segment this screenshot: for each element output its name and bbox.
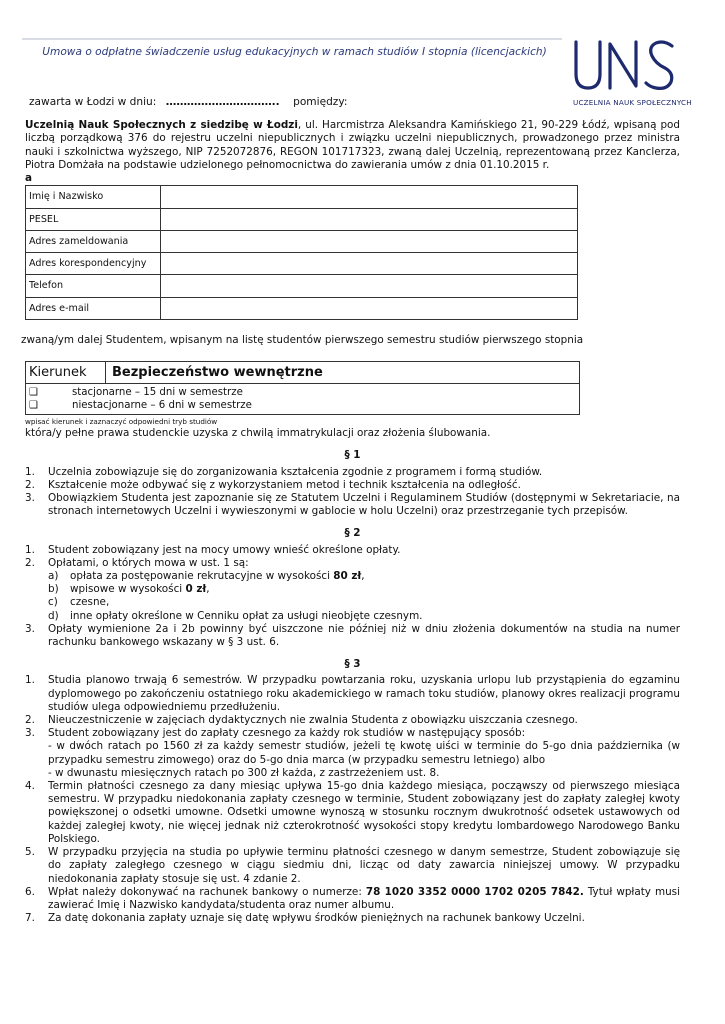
item-text: Obowiązkiem Studenta jest zapoznanie się ze Statutem Uczelni i Regulaminem Studiów (dostępnymi w Sekretariacie, na stronach internetowych Uczelni i wywieszonymi w gablocie w holu Uczelni) oraz przestrzeganie tych przepisów. xyxy=(48,492,680,518)
item-number: 7. xyxy=(25,912,35,925)
list-item xyxy=(25,846,680,886)
table-row xyxy=(26,253,578,275)
sub-letter: a) xyxy=(48,570,59,583)
item-number: 3. xyxy=(25,727,35,740)
field-instruction-note: wpisać kierunek i zaznaczyć odpowiedni tryb studiów xyxy=(25,417,218,427)
list-item xyxy=(25,780,680,846)
item-text: Kształcenie może odbywać się z wykorzystaniem metod i technik kształcenia na odległość. xyxy=(48,478,521,491)
university-intro xyxy=(25,119,680,172)
table-row xyxy=(26,208,578,230)
sub-item xyxy=(48,570,680,583)
row-value-field[interactable] xyxy=(161,297,578,319)
field-of-study-value: Bezpieczeństwo wewnętrzne xyxy=(112,365,323,381)
sub-letter: d) xyxy=(48,609,59,622)
contract-date-row xyxy=(29,96,680,109)
list-item xyxy=(25,492,680,518)
university-details: , ul. Harcmistrza Aleksandra Kamińskiego 21, 90-229 Łódź, wpisaną pod liczbą porządkową 376 do rejestru uczelni niepublicznych i związku uczelni niepublicznych, prowadzonego przez ministra nauki i szkolnictwa wyższego, NIP 7252072876, REGON 101717323, zwaną dalej Uczelnią, reprezentowaną przez Kanclerza, Piotra Domżała na podstawie udzielonego pełnomocnictwa do zawierania umów z dnia 01.10.2015 r. xyxy=(25,119,681,171)
document-body xyxy=(21,96,681,925)
option-label: niestacjonarne – 6 dni w semestrze xyxy=(72,400,252,412)
row-value-field[interactable] xyxy=(161,208,578,230)
section-1-list xyxy=(25,465,680,519)
row-value-field[interactable] xyxy=(161,253,578,275)
row-label: Adres korespondencyjny xyxy=(26,253,161,275)
item-text: Student zobowiązany jest na mocy umowy wnieść określone opłaty. xyxy=(48,543,401,556)
student-designation: zwaną/ym dalej Studentem, wpisanym na listę studentów pierwszego semestru studiów pierwszego stopnia xyxy=(21,334,584,346)
date-prefix: zawarta w Łodzi w dniu: xyxy=(29,96,157,108)
logo-subtitle: UCZELNIA NAUK SPOŁECZNYCH xyxy=(573,98,692,107)
sub-text: wpisowe w wysokości xyxy=(70,583,183,596)
item-text: Opłaty wymienione 2a i 2b powinny być uiszczone nie później niż w dniu złożenia dokumentów na studia na numer rachunku bankowego wskazany w § 3 ust. 6. xyxy=(48,622,680,649)
table-row xyxy=(26,186,578,208)
list-item xyxy=(25,714,680,727)
checkbox-icon[interactable]: ❑ xyxy=(29,400,38,412)
item-number: 3. xyxy=(25,492,35,505)
date-suffix: pomiędzy: xyxy=(293,96,348,108)
item-text: Wpłat należy dokonywać na rachunek bankowy o numerze: xyxy=(48,885,362,898)
list-item xyxy=(25,556,680,623)
item-number: 1. xyxy=(25,465,35,478)
table-row xyxy=(26,230,578,252)
row-label: Imię i Nazwisko xyxy=(26,186,161,208)
sub-item xyxy=(48,583,680,596)
sub-letter: b) xyxy=(48,583,59,596)
table-row xyxy=(26,297,578,319)
list-item xyxy=(25,674,680,714)
list-item xyxy=(25,478,680,492)
fee-amount: 80 zł xyxy=(333,570,362,583)
field-of-study-label: Kierunek xyxy=(26,362,106,383)
row-label: PESEL xyxy=(26,208,161,230)
header-rule xyxy=(22,38,562,40)
item-text-end: Tytuł wpłaty musi zawierać Imię i Nazwisko kandydata/studenta oraz numer albumu. xyxy=(48,885,680,911)
sub-text-end: , xyxy=(206,583,210,596)
field-of-study-box xyxy=(25,361,580,415)
item-text: Student zobowiązany jest do zapłaty czesnego za każdy rok studiów w następujący sposób: xyxy=(48,727,526,740)
item-text: Termin płatności czesnego za dany miesiąc upływa 15-go dnia każdego miesiąca, począwszy od pierwszego miesiąca semestru. W przypadku niedokonania zapłaty czesnego w terminie, Student zobowiązany jest do zapłaty zaległej kwoty powiększonej o odsetki umowne. Odsetki umowne wynoszą w stosunku rocznym dwukrotność odsetek ustawowych od każdej zaległej kwoty, nie więcej jednak niż czterokrotność wysokości stopy kredytu lombardowego Narodowego Banku Polskiego. xyxy=(48,780,680,845)
row-value-field[interactable] xyxy=(161,275,578,297)
item-number: 5. xyxy=(25,846,35,859)
row-value-field[interactable] xyxy=(161,230,578,252)
table-row xyxy=(26,275,578,297)
item-text: Za datę dokonania zapłaty uznaje się datę wpływu środków pieniężnych na rachunek bankowy Uczelni. xyxy=(48,912,585,925)
item-text: Nieuczestniczenie w zajęciach dydaktycznych nie zwalnia Studenta z obowiązku uiszczania czesnego. xyxy=(48,714,578,727)
row-label: Telefon xyxy=(26,275,161,297)
sub-text: inne opłaty określone w Cenniku opłat za usługi nieobjęte czesnym. xyxy=(70,609,423,622)
payment-option: - w dwunastu miesięcznych ratach po 300 zł każda, z zastrzeżeniem ust. 8. xyxy=(48,766,440,779)
sub-text-end: , xyxy=(361,570,365,583)
item-number: 2. xyxy=(25,714,35,727)
row-value-field[interactable] xyxy=(161,186,578,208)
item-text: W przypadku przyjęcia na studia po upływie terminu płatności czesnego w danym semestrze, Student zobowiązuje się do zapłaty zaległego czesnego w ciągu siedmiu dni, licząc od daty zawarcia niniejszej umowy. W przypadku niedokonania zapłaty stosuje się ust. 4 zdanie 2. xyxy=(48,846,680,885)
document-header-title: Umowa o odpłatne świadczenie usług edukacyjnych w ramach studiów I stopnia (licencjackich) xyxy=(42,46,547,58)
section-3-title: § 3 xyxy=(344,658,361,671)
list-item xyxy=(25,912,680,925)
checkbox-icon[interactable]: ❑ xyxy=(29,387,38,399)
row-label: Adres zameldowania xyxy=(26,230,161,252)
list-item xyxy=(25,622,680,649)
section-2-list xyxy=(25,543,680,650)
list-item xyxy=(25,727,680,780)
list-item xyxy=(25,885,680,912)
option-label: stacjonarne – 15 dni w semestrze xyxy=(72,387,243,399)
sub-text: czesne, xyxy=(70,596,110,609)
study-mode-option[interactable] xyxy=(28,399,579,412)
sub-text: opłata za postępowanie rekrutacyjne w wysokości xyxy=(70,570,330,583)
item-number: 2. xyxy=(25,478,35,491)
item-number: 2. xyxy=(25,556,35,569)
section-1-title: § 1 xyxy=(344,449,361,462)
date-placeholder: ………………………….. xyxy=(165,96,280,108)
item-text: Studia planowo trwają 6 semestrów. W przypadku powtarzania roku, uzyskania urlopu lub przystąpienia do egzaminu dyplomowego po zakończeniu ostatniego roku akademickiego w ramach toku studiów, planowy okres realizacji programu studiów ulega odpowiedniemu przedłużeniu. xyxy=(48,674,680,713)
item-text: Opłatami, o których mowa w ust. 1 są: xyxy=(48,556,249,569)
item-number: 4. xyxy=(25,780,35,793)
item-number: 1. xyxy=(25,674,35,687)
sub-item xyxy=(48,596,680,609)
student-rights-sentence: która/y pełne prawa studenckie uzyska z chwilą immatrykulacji oraz złożenia ślubowania. xyxy=(25,427,491,440)
section-3-list xyxy=(25,674,680,925)
item-number: 3. xyxy=(25,622,35,635)
item-number: 1. xyxy=(25,543,35,556)
list-item xyxy=(25,543,680,557)
university-name: Uczelnią Nauk Społecznych z siedzibę w Łodzi xyxy=(25,119,298,132)
fee-amount: 0 zł xyxy=(185,583,207,596)
and-letter: a xyxy=(25,172,33,185)
section-2-title: § 2 xyxy=(344,527,361,540)
item-text: Uczelnia zobowiązuje się do zorganizowania kształcenia zgodnie z programem i formą studiów. xyxy=(48,465,543,478)
study-mode-option[interactable] xyxy=(28,386,579,399)
item-number: 6. xyxy=(25,885,35,898)
sub-item xyxy=(48,610,680,623)
sub-letter: c) xyxy=(48,596,58,609)
row-label: Adres e-mail xyxy=(26,297,161,319)
student-data-table xyxy=(25,185,578,320)
payment-option: - w dwóch ratach po 1560 zł za każdy semestr studiów, jeżeli tę kwotę uiści w terminie do 5-go dnia października (w przypadku semestru zimowego) oraz do 5-go dnia marca (w przypadku semestru letniego) albo xyxy=(48,740,680,766)
bank-account-number: 78 1020 3352 0000 1702 0205 7842. xyxy=(365,885,584,898)
list-item xyxy=(25,465,680,479)
